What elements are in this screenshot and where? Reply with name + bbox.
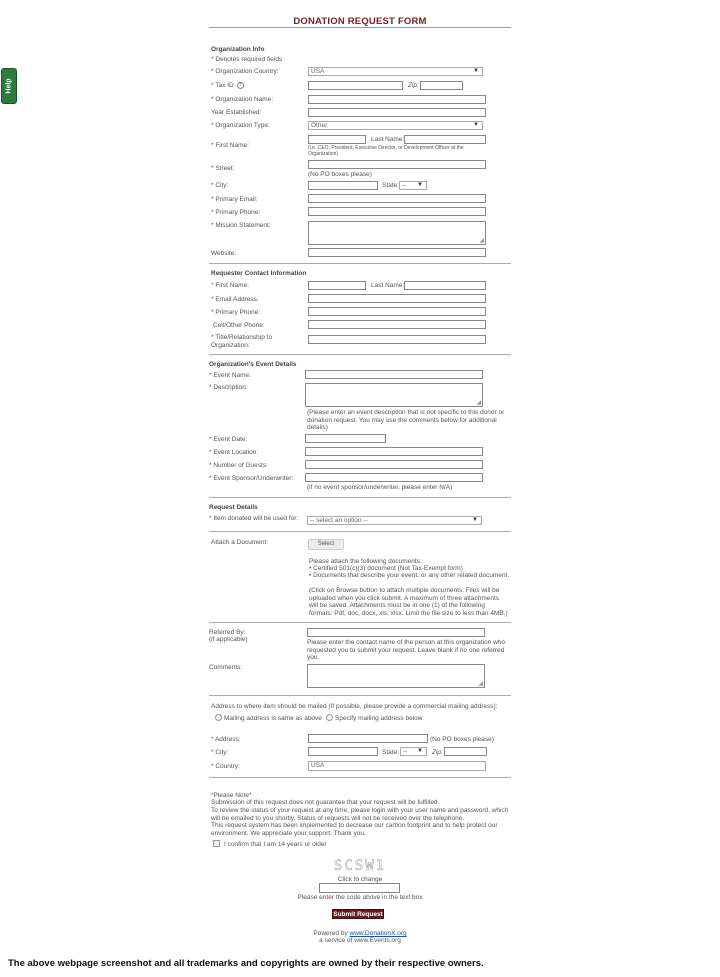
event-description-textarea[interactable] [305, 383, 483, 407]
mission-label: * Mission Statement: [211, 222, 271, 229]
street-label: * Street: [211, 165, 235, 172]
mail-country-value: USA [311, 762, 325, 769]
mail-country-label: * Country: [211, 763, 240, 770]
mailing-same-radio[interactable] [215, 714, 222, 721]
captcha-change-link[interactable]: Click to change [337, 876, 383, 883]
powered-by-prefix: Powered by [313, 930, 350, 937]
mail-zip-label: Zip: [432, 749, 443, 756]
org-type-value: Other [311, 122, 328, 129]
info-icon[interactable]: ? [237, 82, 244, 89]
mail-address-hint: (No PO boxes please) [430, 736, 494, 743]
org-state-value: -- [402, 182, 407, 189]
mail-address-label: * Address: [211, 736, 241, 743]
attach-instructions: (Click on Browse button to attach multiple documents. Files will be uploaded when you click submit. A maximum of three attachments will be saved. Attachments must be in one (1) of the following formats: Pdf, doc, docx, xls, xlsx. Limit the file size to less than 4MB.) [309, 587, 508, 617]
item-use-value: -- select an option -- [310, 517, 368, 524]
title-relationship-label: * Title/Relationship to Organization: [211, 334, 273, 349]
requester-email-input[interactable] [308, 294, 486, 303]
event-name-input[interactable] [305, 370, 483, 379]
org-last-name-label: Last Name: [371, 136, 405, 143]
notice-line-1: Submission of this request does not guarantee that your request will be fulfilled. [211, 799, 440, 806]
org-phone-label: * Primary Phone: [211, 209, 261, 216]
resize-grip-icon[interactable]: ◢ [478, 681, 483, 687]
org-last-name-input[interactable] [404, 135, 486, 144]
org-zip-label: Zip: [408, 82, 419, 89]
guests-label: * Number of Guests: [209, 462, 268, 469]
year-established-input[interactable] [308, 108, 486, 117]
required-fields-note: * Denotes required fields [211, 56, 283, 63]
mailing-same-label[interactable]: Mailing address is same as above [224, 715, 322, 722]
section-divider [209, 777, 511, 778]
year-established-label: Year Established: [211, 109, 262, 116]
sponsor-label: * Event Sponsor/Underwriter: [209, 475, 294, 482]
event-name-label: * Event Name: [209, 372, 251, 379]
mail-country-field[interactable] [308, 761, 486, 771]
chevron-down-icon: ▼ [417, 748, 423, 754]
org-name-hint: (i.e. CEO, President, Executive Director, or Development Officer at the Organization) [308, 145, 464, 157]
item-use-label: * Item donated will be used for: [209, 515, 299, 522]
requester-phone-input[interactable] [308, 307, 486, 316]
requester-email-label: * Email Address: [211, 296, 259, 303]
mailing-specify-label[interactable]: Specify mailing address below [335, 715, 423, 722]
age-confirm-label[interactable]: I confirm that I am 14 years or older [224, 841, 327, 848]
tax-id-label-text: * Tax ID [211, 82, 234, 90]
org-state-select[interactable] [399, 181, 427, 190]
org-type-label: * Organization Type: [211, 122, 270, 129]
event-location-input[interactable] [305, 447, 483, 456]
cell-phone-label: Cell/Other Phone: [213, 322, 265, 329]
mail-city-input[interactable] [308, 747, 378, 756]
org-section-heading: Organization Info [211, 46, 265, 53]
org-first-name-label: * First Name: [211, 142, 249, 149]
chevron-down-icon: ▼ [472, 517, 478, 523]
captcha-input[interactable] [319, 883, 400, 893]
notice-line-2: To review the status of your request at any time, please login with your user name and password, which will be emailed to you shortly. Status of requests will not be received over the telephone. [211, 807, 509, 822]
requester-first-name-input[interactable] [308, 281, 366, 290]
title-divider [209, 27, 511, 28]
event-section-heading: Organization's Event Details [209, 361, 297, 368]
mail-address-input[interactable] [308, 734, 428, 743]
event-location-label: * Event Location: [209, 449, 259, 456]
section-divider [209, 263, 511, 264]
website-input[interactable] [308, 248, 486, 257]
select-file-button[interactable]: Select [308, 539, 344, 550]
referred-by-hint: Please enter the contact name of the person at this organization who requested you to submit your request. Leave blank if no one referred you. [307, 639, 506, 662]
resize-grip-icon[interactable]: ◢ [479, 238, 484, 244]
section-divider [209, 497, 511, 498]
mail-state-label: State: [382, 749, 399, 756]
chevron-down-icon: ▼ [473, 122, 479, 128]
tax-id-label [211, 82, 244, 89]
requester-phone-label: * Primary Phone: [211, 309, 261, 316]
help-tab-label: Help [5, 78, 13, 94]
tax-id-input[interactable] [308, 81, 403, 90]
section-divider [209, 354, 511, 355]
age-confirm-checkbox[interactable] [213, 840, 220, 847]
org-city-label: * City: [211, 182, 229, 189]
section-divider [209, 622, 511, 623]
primary-email-label: * Primary Email: [211, 196, 258, 203]
attach-item-1: • Certified 501(c)(3) document (Not Tax-Exempt form) [309, 565, 463, 572]
mission-textarea[interactable] [308, 221, 486, 245]
org-city-input[interactable] [308, 181, 378, 190]
org-country-value: USA [311, 68, 325, 75]
referred-by-input[interactable] [307, 628, 485, 637]
org-name-label: * Organization Name: [211, 96, 274, 103]
copyright-disclaimer: The above webpage screenshot and all trademarks and copyrights are owned by their respective owners. [8, 958, 484, 969]
org-country-select[interactable] [308, 67, 483, 76]
mail-zip-input[interactable] [444, 747, 487, 756]
notice-heading: *Please Note* [211, 792, 252, 799]
mail-city-label: * City: [211, 749, 229, 756]
request-section-heading: Request Details [209, 504, 258, 511]
attach-intro: Please attach the following documents: [309, 558, 422, 565]
event-description-label: * Description: [209, 384, 248, 391]
mail-state-value: -- [403, 748, 408, 755]
org-type-select[interactable] [308, 121, 483, 130]
service-of: a service of www.Events.org [319, 937, 401, 944]
requester-last-name-input[interactable] [404, 281, 486, 290]
attach-document-label: Attach a Document: [211, 539, 269, 546]
event-description-hint: (Please enter an event description that is not specific to this donor or donation request. You may use the comments below for additional details) [307, 409, 505, 432]
captcha-hint: Please enter the code above in the text box [297, 894, 423, 901]
powered-by [300, 930, 420, 937]
section-divider [209, 531, 511, 532]
sponsor-input[interactable] [305, 473, 483, 482]
chevron-down-icon: ▼ [473, 68, 479, 74]
section-divider [209, 695, 511, 696]
referred-by-label: Referred By: [209, 629, 246, 636]
org-zip-input[interactable] [420, 81, 463, 90]
cell-phone-input[interactable] [308, 320, 486, 329]
sponsor-hint: (if no event sponsor/underwriter, please enter N/A) [307, 484, 453, 491]
requester-first-name-label: * First Name: [211, 282, 249, 289]
help-tab[interactable] [1, 68, 17, 104]
org-phone-input[interactable] [308, 207, 486, 216]
event-date-input[interactable] [305, 434, 386, 443]
street-hint: (No PO boxes please) [308, 171, 372, 178]
comments-textarea[interactable] [307, 664, 485, 688]
resize-grip-icon[interactable]: ◢ [476, 400, 481, 406]
event-date-label: * Event Date: [209, 436, 248, 443]
street-input[interactable] [308, 160, 486, 169]
org-first-name-input[interactable] [308, 135, 366, 144]
chevron-down-icon: ▼ [417, 182, 423, 188]
guests-input[interactable] [305, 460, 483, 469]
item-use-select[interactable] [307, 516, 482, 525]
referred-by-sublabel: (if applicable) [209, 636, 248, 643]
org-state-label: State: [382, 182, 399, 189]
title-relationship-input[interactable] [308, 335, 486, 344]
captcha-image[interactable]: SCSW1 [333, 858, 387, 874]
submit-request-button[interactable]: Submit Request [333, 911, 383, 918]
attach-item-2: • Documents that describe your event, or any other related document. [309, 572, 510, 579]
mailing-intro: Address to where item should be mailed (If possible, please provide a commercial mailing address): [211, 703, 498, 710]
mailing-specify-radio[interactable] [326, 714, 333, 721]
comments-label: Comments: [209, 664, 243, 671]
org-name-input[interactable] [308, 95, 486, 104]
notice-line-3: This request system has been implemented to decrease our carbon footprint and to help protect our environment. We appreciate your support. Thank you. [211, 822, 498, 837]
donationx-link[interactable]: www.DonationX.org [349, 930, 407, 937]
primary-email-input[interactable] [308, 194, 486, 203]
mail-state-select[interactable] [400, 747, 427, 756]
requester-last-name-label: Last Name: [371, 282, 405, 289]
website-label: Website: [211, 250, 237, 257]
requester-section-heading: Requester Contact Information [211, 270, 307, 277]
form-title: DONATION REQUEST FORM [293, 16, 427, 27]
org-country-label: * Organization Country: [211, 68, 279, 75]
